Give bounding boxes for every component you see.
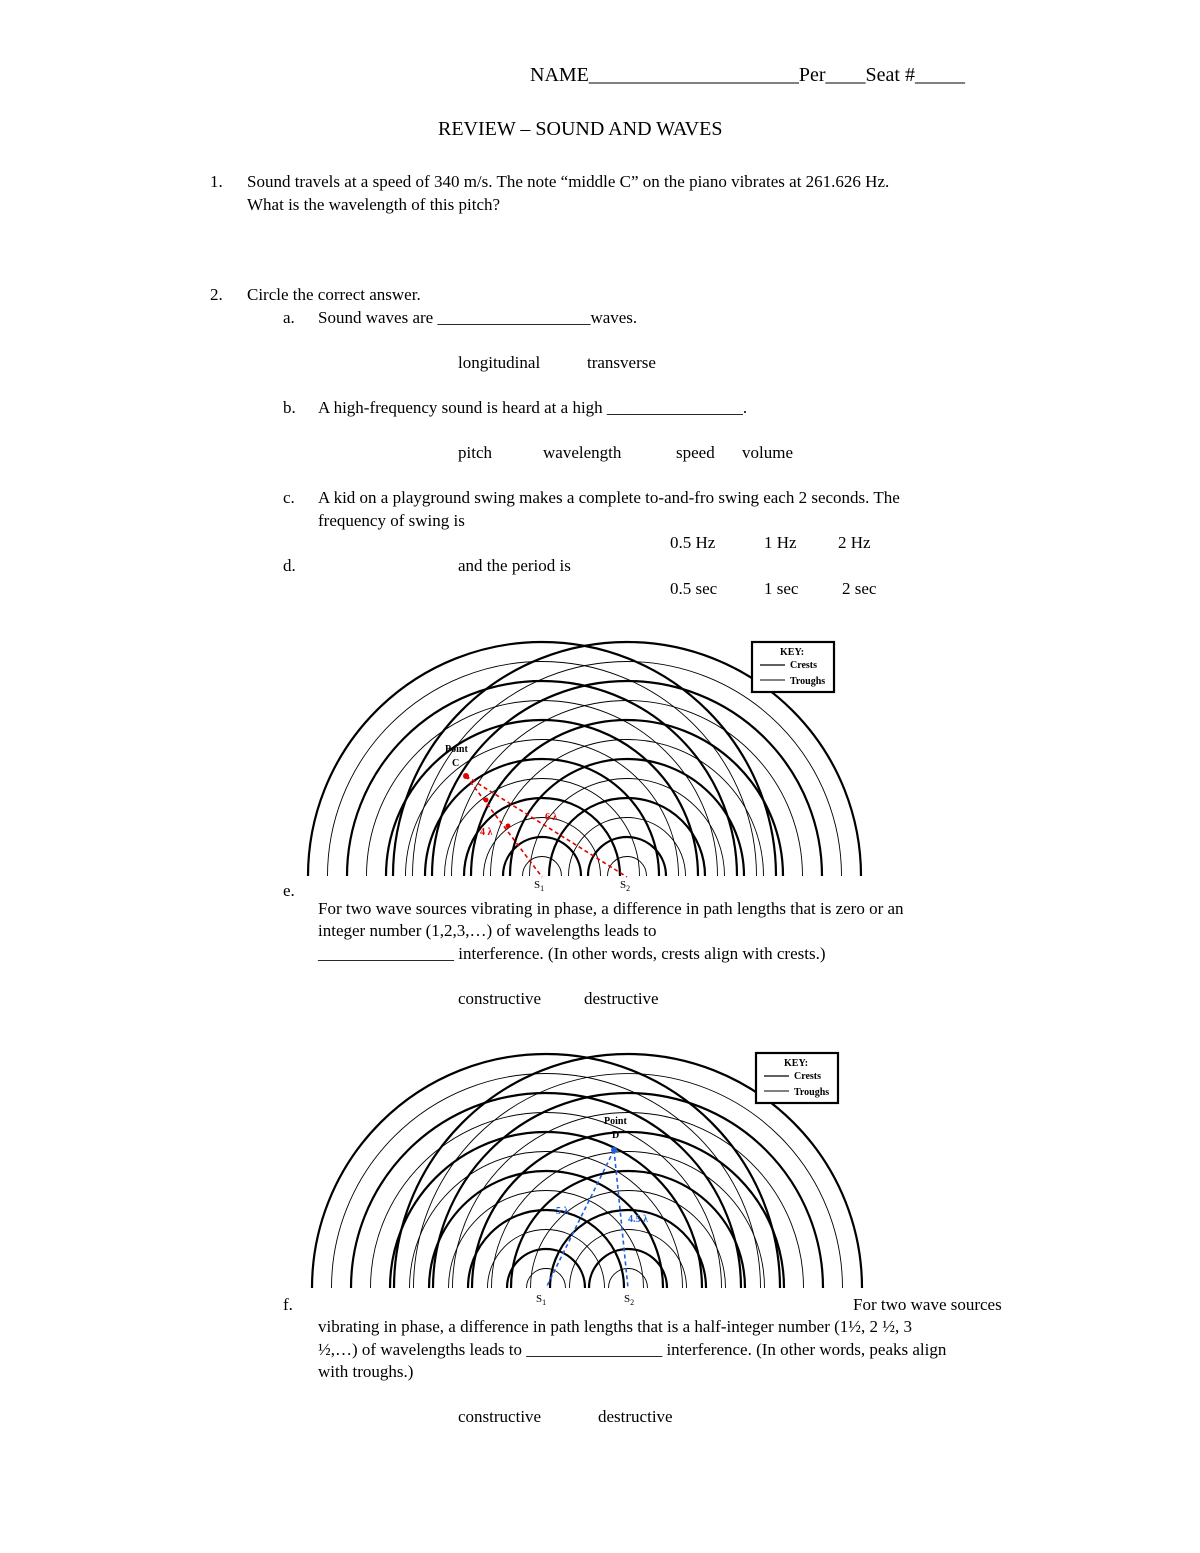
path-line-s1 bbox=[466, 776, 542, 877]
q2e-line2: integer number (1,2,3,…) of wavelengths leads to bbox=[318, 921, 657, 940]
q2a-letter: a. bbox=[283, 308, 295, 327]
q2b-text: A high-frequency sound is heard at a high ________________. bbox=[318, 398, 748, 417]
q2f-line2: ½,…) of wavelengths leads to ________________ interference. (In other words, peaks align bbox=[318, 1340, 947, 1359]
path-dot bbox=[506, 824, 511, 829]
path-label-1: 5 λ bbox=[556, 1206, 569, 1217]
key-box bbox=[756, 1053, 838, 1103]
q2f-line1: vibrating in phase, a difference in path lengths that is a half-integer number (1½, 2 ½, 3 bbox=[318, 1317, 913, 1336]
key-title: KEY: bbox=[784, 1058, 809, 1069]
key-crests: Crests bbox=[790, 660, 818, 671]
q2f-letter: f. bbox=[283, 1295, 293, 1314]
q2d-option-1[interactable]: 0.5 sec bbox=[670, 579, 718, 598]
q2e-letter: e. bbox=[283, 881, 295, 900]
source-2-label: $S_2$ bbox=[620, 879, 631, 893]
key-troughs: Troughs bbox=[790, 676, 826, 687]
key-box bbox=[752, 642, 834, 692]
wavefront-arc-source-2 bbox=[608, 857, 647, 877]
source-2-label: $S_2$ bbox=[624, 1293, 635, 1307]
q2e-line1: For two wave sources vibrating in phase, a difference in path lengths that is zero or an bbox=[318, 899, 904, 918]
q2b-letter: b. bbox=[283, 398, 296, 417]
wavefront-arc-source-2 bbox=[530, 779, 725, 877]
q1-line1: Sound travels at a speed of 340 m/s. The note “middle C” on the piano vibrates at 261.626 Hz. bbox=[247, 172, 890, 191]
q2c-option-1[interactable]: 0.5 Hz bbox=[670, 533, 716, 552]
key-title: KEY: bbox=[780, 647, 805, 658]
wavefront-arc-source-1 bbox=[484, 818, 601, 876]
path-label-2: 4.5 λ bbox=[628, 1214, 648, 1225]
q2f-option-1[interactable]: constructive bbox=[458, 1407, 542, 1426]
q2c-line2: frequency of swing is bbox=[318, 511, 465, 530]
q2-prompt: Circle the correct answer. bbox=[247, 285, 421, 304]
point-letter: D bbox=[612, 1130, 620, 1141]
q2b-option-3[interactable]: speed bbox=[676, 443, 715, 462]
wavefront-arc-source-1 bbox=[371, 1113, 722, 1289]
q2e-line3: ________________ interference. (In other words, crests align with crests.) bbox=[318, 944, 826, 963]
interference-diagram-e bbox=[0, 620, 1200, 900]
q2c-line1: A kid on a playground swing makes a complete to-and-fro swing each 2 seconds. The bbox=[318, 488, 900, 507]
key-crests: Crests bbox=[794, 1071, 822, 1082]
name-line: NAME_____________________Per____Seat #_____ bbox=[530, 64, 965, 86]
q2a-text: Sound waves are __________________waves. bbox=[318, 308, 638, 327]
q2b-option-4[interactable]: volume bbox=[742, 443, 793, 462]
q2b-option-1[interactable]: pitch bbox=[458, 443, 492, 462]
q2-number: 2. bbox=[210, 285, 223, 304]
source-1-label: $S_1$ bbox=[534, 879, 545, 893]
point-d-marker bbox=[611, 1147, 617, 1153]
q2e-option-2[interactable]: destructive bbox=[584, 989, 659, 1008]
wavefront-arc-source-2 bbox=[569, 818, 686, 876]
q2c-option-3[interactable]: 2 Hz bbox=[838, 533, 871, 552]
q2f-option-2[interactable]: destructive bbox=[598, 1407, 673, 1426]
q2a-option-2[interactable]: transverse bbox=[587, 353, 656, 372]
interference-diagram-f bbox=[0, 1040, 1200, 1310]
point-label: Point bbox=[604, 1116, 627, 1127]
path-label-2: 6 λ bbox=[545, 812, 558, 823]
q1-number: 1. bbox=[210, 172, 223, 191]
q1-line2: What is the wavelength of this pitch? bbox=[247, 195, 501, 214]
wavefront-arc-source-1 bbox=[445, 779, 640, 877]
q2c-option-2[interactable]: 1 Hz bbox=[764, 533, 797, 552]
q2c-letter: c. bbox=[283, 488, 295, 507]
q2e-option-1[interactable]: constructive bbox=[458, 989, 542, 1008]
q2a-option-1[interactable]: longitudinal bbox=[458, 353, 541, 372]
path-lines-f bbox=[546, 1147, 628, 1288]
q2d-letter: d. bbox=[283, 556, 296, 575]
wavefront-arc-source-2 bbox=[453, 1113, 804, 1289]
path-label-1: 4 λ bbox=[480, 827, 493, 838]
source-1-label: $S_1$ bbox=[536, 1293, 547, 1307]
key-troughs: Troughs bbox=[794, 1087, 830, 1098]
q2b-option-2[interactable]: wavelength bbox=[543, 443, 622, 462]
worksheet-title: REVIEW – SOUND AND WAVES bbox=[438, 118, 723, 140]
wavefront-arc-source-1 bbox=[523, 857, 562, 877]
point-letter: C bbox=[452, 758, 460, 769]
q2f-line0: For two wave sources bbox=[853, 1295, 1002, 1314]
wavefront-arc-source-2 bbox=[452, 701, 803, 876]
q2d-option-2[interactable]: 1 sec bbox=[764, 579, 799, 598]
q2d-text: and the period is bbox=[458, 556, 571, 575]
point-c-marker bbox=[463, 773, 469, 779]
wavefront-arc-source-1 bbox=[488, 1230, 605, 1288]
wavefront-arc-source-2 bbox=[570, 1230, 687, 1288]
point-label: Point bbox=[445, 744, 468, 755]
q2f-line3: with troughs.) bbox=[318, 1362, 414, 1381]
path-dot bbox=[484, 798, 489, 803]
wavefront-arc-source-1 bbox=[367, 701, 718, 876]
q2d-option-3[interactable]: 2 sec bbox=[842, 579, 877, 598]
